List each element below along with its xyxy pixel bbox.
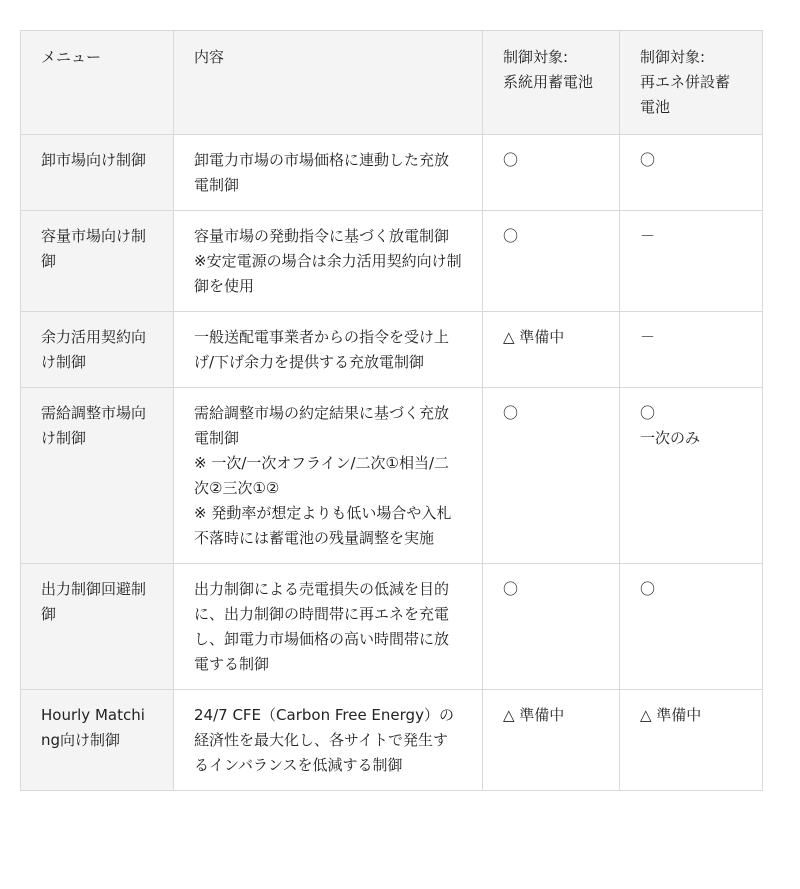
header-text-line: 制御対象: — [503, 48, 569, 66]
cell-co-located-battery — [620, 211, 763, 312]
cell-co-located-battery — [620, 312, 763, 388]
cell-content — [174, 211, 483, 312]
cell-text: 一般送配電事業者からの指令を受け上げ/下げ余力を提供する充放電制御 — [194, 328, 450, 371]
cell-text: 需給調整市場の約定結果に基づく充放電制御 — [194, 404, 450, 447]
cell-text: 一次のみ — [640, 429, 701, 447]
cell-text: 容量市場向け制御 — [41, 227, 147, 270]
cell-text: ※ 一次/一次オフライン/二次①相当/二次②三次①② — [194, 454, 450, 497]
cell-menu — [21, 312, 174, 388]
cell-text: △ 準備中 — [640, 706, 702, 724]
header-text-line: 内容 — [194, 48, 225, 66]
cell-text: 〇 — [503, 227, 519, 245]
cell-content — [174, 690, 483, 791]
cell-menu — [21, 388, 174, 564]
cell-co-located-battery — [620, 135, 763, 211]
cell-co-located-battery — [620, 564, 763, 690]
cell-co-located-battery — [620, 690, 763, 791]
cell-text: 出力制御による売電損失の低減を目的に、出力制御の時間帯に再エネを充電し、卸電力市場価格の高い時間帯に放電する制御 — [194, 580, 450, 673]
cell-text: 卸電力市場の市場価格に連動した充放電制御 — [194, 151, 450, 194]
header-text-line: メニュー — [41, 48, 102, 66]
cell-grid-battery — [483, 690, 620, 791]
cell-menu — [21, 564, 174, 690]
cell-content — [174, 135, 483, 211]
cell-text: ※ 発動率が想定よりも低い場合や入札不落時には蓄電池の残量調整を実施 — [194, 504, 452, 547]
cell-text: 〇 — [640, 404, 656, 422]
header-content — [174, 31, 483, 135]
header-grid-battery — [483, 31, 620, 135]
table-row — [21, 312, 763, 388]
cell-grid-battery — [483, 564, 620, 690]
cell-text: － — [640, 227, 656, 245]
cell-text: 〇 — [503, 151, 519, 169]
cell-text: 卸市場向け制御 — [41, 151, 147, 169]
header-text-line: 系統用蓄電池 — [503, 73, 594, 91]
header-co-located-battery — [620, 31, 763, 135]
cell-text: 〇 — [640, 151, 656, 169]
cell-text: △ 準備中 — [503, 706, 565, 724]
cell-content — [174, 312, 483, 388]
header-text-line: 制御対象: — [640, 48, 706, 66]
cell-grid-battery — [483, 312, 620, 388]
table-row — [21, 388, 763, 564]
cell-text: 〇 — [503, 580, 519, 598]
header-text-line: 再エネ併設蓄電池 — [640, 73, 731, 116]
cell-text: 〇 — [503, 404, 519, 422]
cell-text: 需給調整市場向け制御 — [41, 404, 147, 447]
cell-text: ※安定電源の場合は余力活用契約向け制御を使用 — [194, 252, 462, 295]
cell-text: 〇 — [640, 580, 656, 598]
cell-menu — [21, 211, 174, 312]
control-menu-table — [20, 30, 763, 791]
cell-text: 容量市場の発動指令に基づく放電制御 — [194, 227, 450, 245]
cell-co-located-battery — [620, 388, 763, 564]
cell-content — [174, 388, 483, 564]
cell-grid-battery — [483, 135, 620, 211]
cell-menu — [21, 135, 174, 211]
header-menu — [21, 31, 174, 135]
table-header — [21, 31, 763, 135]
table-row — [21, 211, 763, 312]
cell-text: △ 準備中 — [503, 328, 565, 346]
cell-grid-battery — [483, 388, 620, 564]
table-row — [21, 135, 763, 211]
cell-text: 余力活用契約向け制御 — [41, 328, 147, 371]
control-menu-table-wrapper — [20, 30, 763, 791]
cell-text: － — [640, 328, 656, 346]
cell-menu — [21, 690, 174, 791]
cell-text: 24/7 CFE（Carbon Free Energy）の経済性を最大化し、各サイトで発生するインバランスを低減する制御 — [194, 706, 454, 774]
cell-text: Hourly Matching向け制御 — [41, 706, 145, 749]
cell-content — [174, 564, 483, 690]
table-row — [21, 690, 763, 791]
header-row — [21, 31, 763, 135]
table-row — [21, 564, 763, 690]
table-body — [21, 135, 763, 791]
cell-grid-battery — [483, 211, 620, 312]
cell-text: 出力制御回避制御 — [41, 580, 147, 623]
